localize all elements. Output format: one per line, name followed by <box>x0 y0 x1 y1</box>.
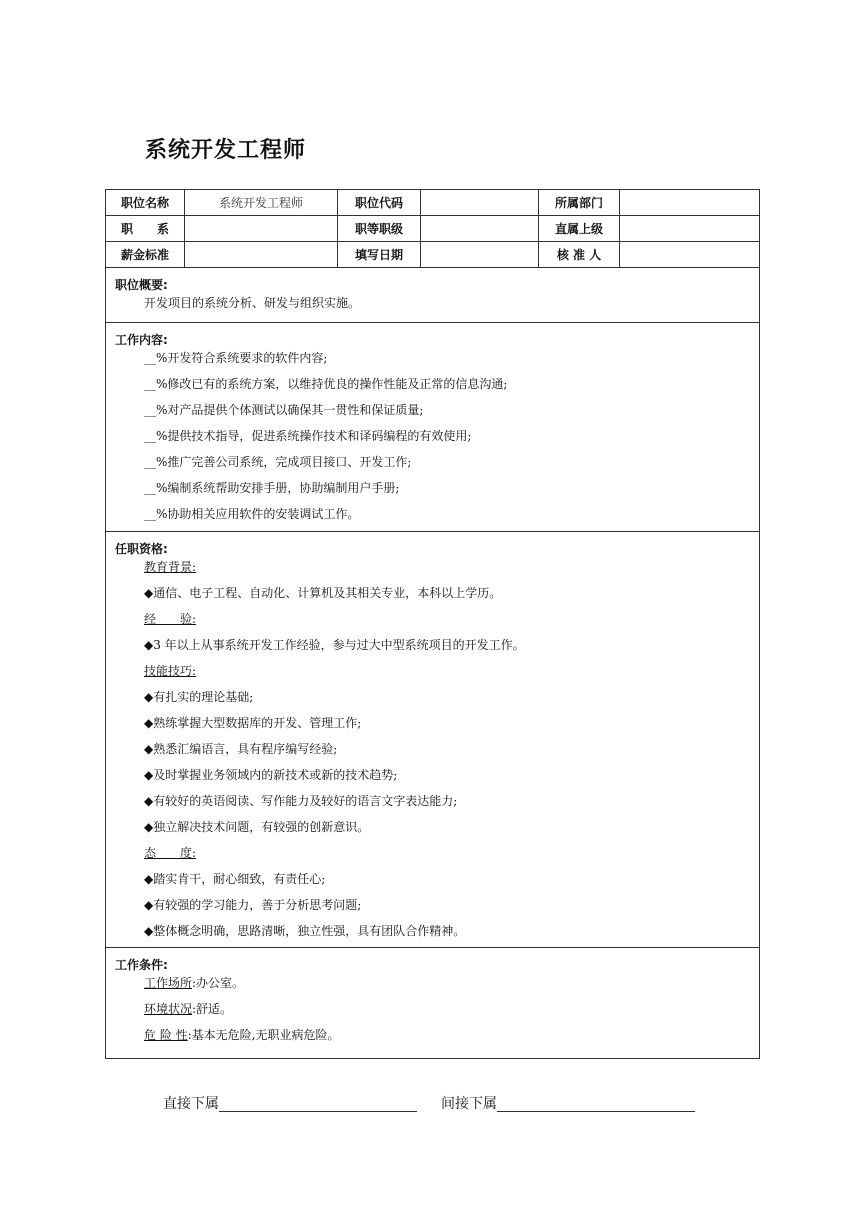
duty-item: __%推广完善公司系统，完成项目接口、开发工作; <box>144 455 412 469</box>
label-job-family: 职 系 <box>106 216 185 242</box>
indirect-subordinates-label: 间接下属 <box>441 1096 497 1112</box>
label-department: 所属部门 <box>539 190 620 216</box>
label-position-name: 职位名称 <box>106 190 185 216</box>
label-position-code: 职位代码 <box>338 190 421 216</box>
skill-item: ◆及时掌握业务领域内的新技术或新的技术趋势; <box>144 768 398 782</box>
skill-item: ◆有较好的英语阅读、写作能力及较好的语言文字表达能力; <box>144 794 458 808</box>
attitude-item: ◆踏实肯干，耐心细致，有责任心; <box>144 872 326 886</box>
env-label: 环境状况 <box>144 1002 193 1016</box>
experience-item: ◆3 年以上从事系统开发工作经验，参与过大中型系统项目的开发工作。 <box>144 638 525 652</box>
value-salary <box>185 242 338 268</box>
value-job-family <box>185 216 338 242</box>
direct-subordinates-field[interactable] <box>219 1093 417 1112</box>
job-description-form <box>105 189 760 1059</box>
risk-value: :基本无危险,无职业病危险。 <box>187 1028 340 1042</box>
label-date: 填写日期 <box>338 242 421 268</box>
section-overview <box>106 268 759 323</box>
section-duties <box>106 323 759 532</box>
duty-item: __%协助相关应用软件的安装调试工作。 <box>144 507 360 521</box>
condition-place <box>106 970 759 996</box>
direct-subordinates-label: 直接下属 <box>163 1096 219 1112</box>
duty-item: __%提供技术指导，促进系统操作技术和译码编程的有效使用; <box>144 429 472 443</box>
skills-label: 技能技巧: <box>144 664 197 678</box>
section-title: 工作内容: <box>115 333 168 347</box>
place-value: :办公室。 <box>192 976 245 990</box>
duty-item: __%开发符合系统要求的软件内容; <box>144 351 328 365</box>
education-label: 教育背景: <box>144 560 197 574</box>
label-grade: 职等职级 <box>338 216 421 242</box>
section-title: 工作条件: <box>115 958 168 972</box>
value-approver <box>620 242 759 268</box>
skill-item: ◆独立解决技术问题，有较强的创新意识。 <box>144 820 370 834</box>
value-department <box>620 190 759 216</box>
attitude-item: ◆有较强的学习能力，善于分析思考问题; <box>144 898 362 912</box>
value-grade <box>421 216 539 242</box>
attitude-item: ◆整体概念明确，思路清晰，独立性强，具有团队合作精神。 <box>144 924 466 938</box>
condition-risk <box>106 1022 759 1048</box>
overview-text: 开发项目的系统分析、研发与组织实施。 <box>144 296 361 310</box>
page-title: 系统开发工程师 <box>145 138 307 163</box>
value-supervisor <box>620 216 759 242</box>
section-qualifications <box>106 532 759 948</box>
subordinates-footer <box>163 1093 695 1113</box>
value-position-name: 系统开发工程师 <box>185 190 338 216</box>
skill-item: ◆熟悉汇编语言，具有程序编写经验; <box>144 742 338 756</box>
label-supervisor: 直属上级 <box>539 216 620 242</box>
env-value: :舒适。 <box>192 1002 233 1016</box>
condition-environment <box>106 996 759 1022</box>
experience-label: 经 验: <box>144 612 197 626</box>
duty-item: __%编制系统帮助安排手册，协助编制用户手册; <box>144 481 400 495</box>
label-salary: 薪金标准 <box>106 242 185 268</box>
education-item: ◆通信、电子工程、自动化、计算机及其相关专业，本科以上学历。 <box>144 586 502 600</box>
section-title: 职位概要: <box>115 278 168 292</box>
label-approver: 核 准 人 <box>539 242 620 268</box>
indirect-subordinates-field[interactable] <box>497 1093 695 1112</box>
section-conditions <box>106 948 759 1056</box>
place-label: 工作场所 <box>144 976 193 990</box>
skill-item: ◆有扎实的理论基础; <box>144 690 254 704</box>
skill-item: ◆熟练掌握大型数据库的开发、管理工作; <box>144 716 362 730</box>
value-date <box>421 242 539 268</box>
duty-item: __%修改已有的系统方案，以维持优良的操作性能及正常的信息沟通; <box>144 377 508 391</box>
risk-label: 危 险 性 <box>144 1028 188 1042</box>
duty-item: __%对产品提供个体测试以确保其一贯性和保证质量; <box>144 403 424 417</box>
attitude-label: 态 度: <box>144 846 197 860</box>
value-position-code <box>421 190 539 216</box>
section-title: 任职资格: <box>115 542 168 556</box>
header-grid <box>106 190 759 268</box>
